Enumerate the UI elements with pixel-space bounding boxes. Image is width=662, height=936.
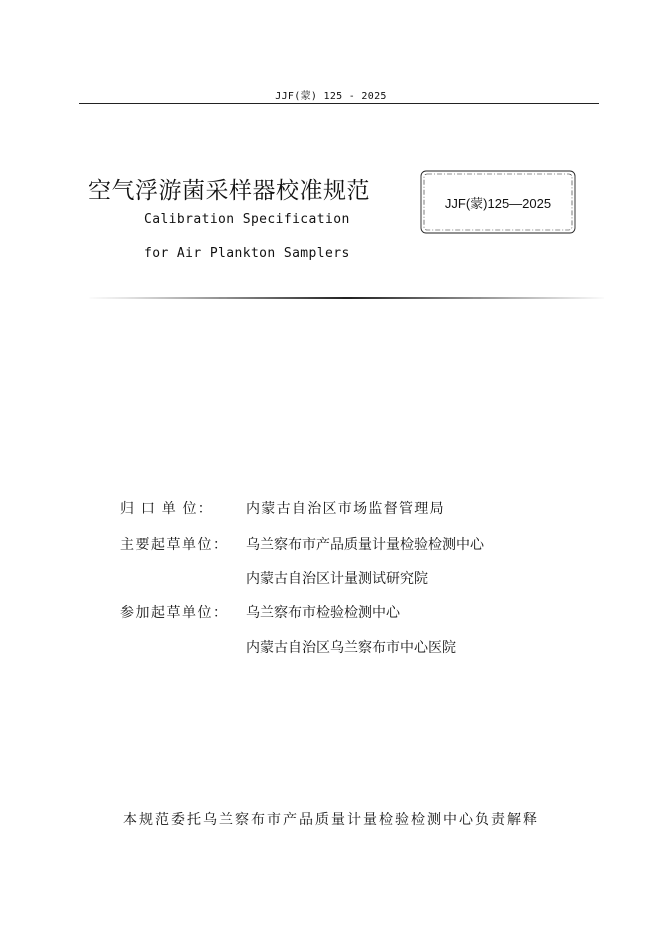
header-rule: [79, 103, 599, 104]
main-drafting-value-2: 内蒙古自治区计量测试研究院: [246, 571, 428, 587]
header-code: JJF(蒙) 125 - 2025: [275, 91, 387, 102]
main-drafting-label: 主要起草单位：: [120, 537, 229, 553]
title-english-line-1: Calibration Specification: [144, 212, 350, 227]
responsible-unit-label: 归 口 单 位：: [120, 501, 213, 517]
title-english-line-2: for Air Plankton Samplers: [144, 246, 350, 261]
participating-value-1: 乌兰察布市检验检测中心: [246, 605, 400, 621]
interpretation-note: 本规范委托乌兰察布市产品质量计量检验检测中心负责解释: [123, 812, 539, 828]
code-box-label: JJF(蒙)125—2025: [444, 195, 552, 211]
responsible-unit-value: 内蒙古自治区市场监督管理局: [246, 501, 445, 517]
main-drafting-value-1: 乌兰察布市产品质量计量检验检测中心: [246, 537, 484, 553]
title-chinese: 空气浮游菌采样器校准规范: [88, 178, 370, 204]
participating-label: 参加起草单位：: [120, 605, 229, 621]
code-box: [419, 169, 577, 235]
participating-value-2: 内蒙古自治区乌兰察布市中心医院: [246, 640, 456, 656]
main-rule: [85, 297, 608, 299]
